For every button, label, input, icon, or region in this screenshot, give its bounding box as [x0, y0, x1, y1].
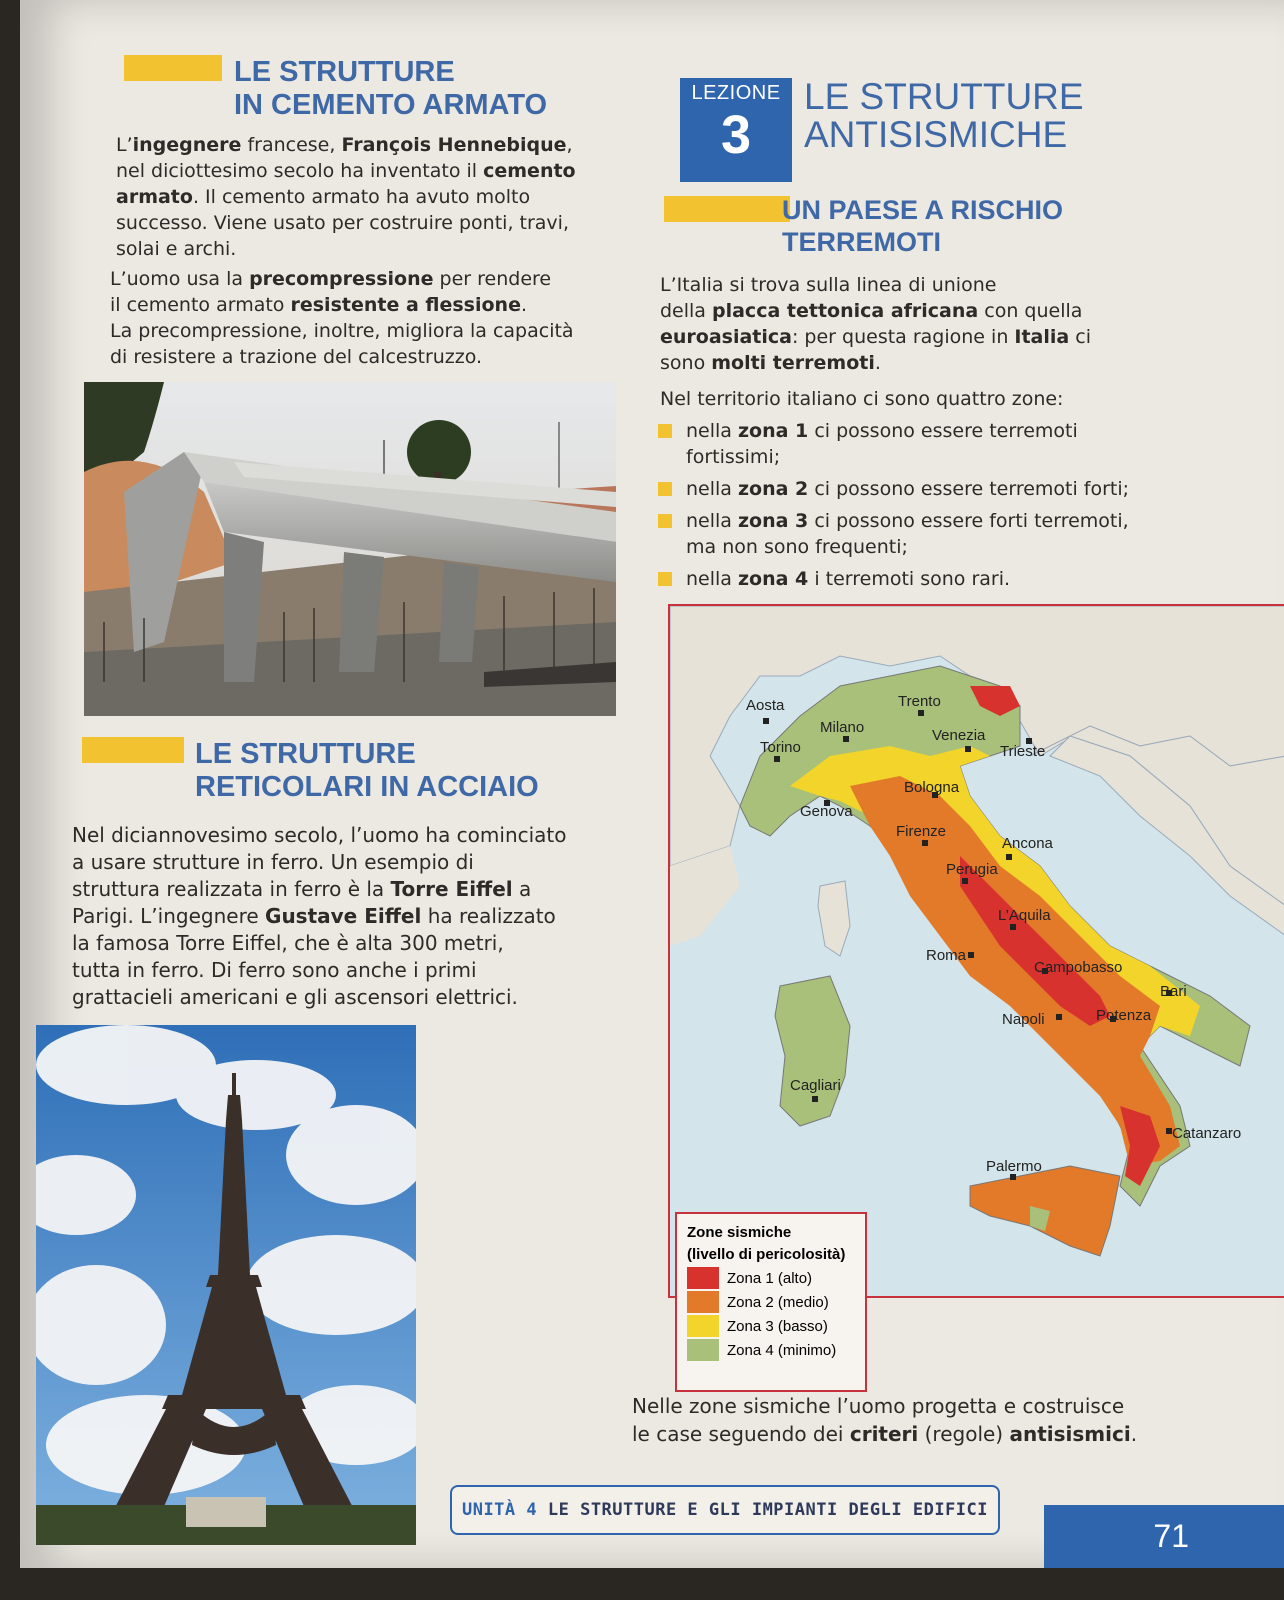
zone-item [658, 566, 1218, 592]
city-label: Bologna [904, 779, 960, 796]
section-title-line: UN PAESE A RISCHIO [782, 195, 1064, 225]
legend-row [687, 1338, 865, 1362]
section-title-acciaio [195, 738, 539, 804]
bullet-square [658, 572, 672, 586]
city-label: Torino [760, 739, 801, 756]
unit-label: UNITÀ 4 [461, 1500, 538, 1520]
zone-text: nella zona 3 ci possono essere forti terremoti, ma non sono frequenti; [686, 510, 1129, 558]
unit-footer [450, 1485, 1000, 1535]
city-label: Palermo [986, 1158, 1042, 1175]
lesson-title-line: ANTISISMICHE [804, 114, 1068, 155]
lesson-title-line: LE STRUTTURE [804, 76, 1084, 117]
map-legend [675, 1212, 867, 1392]
city-label: Firenze [896, 823, 947, 840]
zones-list-wrap [658, 418, 1218, 598]
zone-item [658, 508, 1218, 560]
section-title-line: LE STRUTTURE [234, 56, 455, 88]
eiffel-tower-photo [36, 1025, 416, 1545]
legend-row [687, 1266, 865, 1290]
bullet-square [658, 514, 672, 528]
legend-label: Zona 3 (basso) [727, 1317, 828, 1335]
page-number-tab [1044, 1505, 1284, 1568]
city-label: Napoli [1002, 1011, 1045, 1028]
section-marker-bar [124, 55, 222, 81]
legend-row [687, 1290, 865, 1314]
bullet-square [658, 482, 672, 496]
lesson-title [804, 78, 1084, 154]
legend-swatch [687, 1339, 719, 1361]
legend-swatch [687, 1315, 719, 1337]
city-label: L’Aquila [998, 907, 1051, 924]
legend-swatch [687, 1291, 719, 1313]
bullet-square [658, 424, 672, 438]
legend-label: Zona 4 (minimo) [727, 1341, 837, 1359]
section-title-line: TERREMOTI [782, 227, 941, 257]
section-title-cemento [234, 56, 547, 122]
city-label: Ancona [1002, 835, 1053, 852]
legend-label: Zona 2 (medio) [727, 1293, 829, 1311]
city-label: Milano [820, 719, 865, 736]
paragraph-terremoti: L’Italia si trova sulla linea di unione della placca tettonica africana con quella euroasiatica: per questa ragione in Italia ci sono molti terremoti. [660, 274, 1091, 374]
paragraph-cemento-1: L’ingegnere francese, François Hennebique, nel diciottesimo secolo ha inventato il cemento armato. Il cemento armato ha avuto molto successo. Viene usato per costruire ponti, travi, solai e archi. [116, 134, 576, 260]
zone-text: nella zona 1 ci possono essere terremoti fortissimi; [686, 420, 1078, 468]
bridge-illustration [84, 382, 616, 716]
bridge-photo [84, 382, 616, 716]
page-number: 71 [1153, 1518, 1189, 1554]
section-marker-bar [82, 737, 184, 763]
section-title-line: LE STRUTTURE [195, 738, 416, 770]
seismic-map [668, 604, 1284, 1298]
legend-swatch [687, 1267, 719, 1289]
zones-list [658, 418, 1218, 592]
section-title-line: RETICOLARI IN ACCIAIO [195, 771, 539, 803]
book-page [20, 0, 1284, 1568]
paragraph-cemento-2: L’uomo usa la precompressione per rendere il cemento armato resistente a flessione. La precompressione, inoltre, migliora la capacità di resistere a trazione del calcestruzzo. [110, 268, 574, 368]
city-label: Aosta [746, 697, 785, 714]
city-label: Catanzaro [1172, 1125, 1242, 1142]
city-label: Bari [1160, 983, 1187, 1000]
city-label: Campobasso [1034, 959, 1123, 976]
city-label: Trieste [1000, 743, 1046, 760]
city-label: Venezia [932, 727, 986, 744]
lesson-label: LEZIONE [691, 82, 781, 104]
unit-title: LE STRUTTURE E GLI IMPIANTI DEGLI EDIFICI [547, 1500, 989, 1520]
city-label: Trento [898, 693, 941, 710]
zones-intro: Nel territorio italiano ci sono quattro zone: [660, 388, 1064, 410]
city-label: Roma [926, 947, 967, 964]
section-marker-bar [664, 196, 790, 222]
lesson-number: 3 [720, 105, 752, 165]
city-label: Cagliari [790, 1077, 841, 1094]
italy-map [670, 606, 1284, 1296]
legend-title-line: (livello di pericolosità) [687, 1246, 846, 1263]
legend-label: Zona 1 (alto) [727, 1269, 813, 1287]
legend-title [677, 1214, 865, 1266]
eiffel-illustration [36, 1025, 416, 1545]
section-title-terremoti [782, 194, 1063, 258]
city-label: Potenza [1096, 1007, 1152, 1024]
city-label: Perugia [946, 861, 998, 878]
paragraph-acciaio: Nel diciannovesimo secolo, l’uomo ha cominciato a usare strutture in ferro. Un esempio di struttura realizzata in ferro è la Torre Eiffel a Parigi. L’ingegnere Gustave Eiffel ha realizzato la famosa Torre Eiffel, che è alta 300 metri, tutta in ferro. Di ferro sono anche i primi grattacieli americani e gli ascensori elettrici. [72, 823, 567, 1009]
zone-text: nella zona 4 i terremoti sono rari. [686, 568, 1011, 590]
section-title-line: IN CEMENTO ARMATO [234, 89, 548, 121]
city-label: Genova [800, 803, 853, 820]
zone-text: nella zona 2 ci possono essere terremoti forti; [686, 478, 1130, 500]
legend-row [687, 1314, 865, 1338]
lesson-badge [680, 78, 792, 182]
zone-item [658, 418, 1218, 470]
legend-title-line: Zone sismiche [687, 1224, 792, 1241]
closing-paragraph: Nelle zone sismiche l’uomo progetta e costruisce le case seguendo dei criteri (regole) antisismici. [632, 1394, 1138, 1446]
zone-item [658, 476, 1218, 502]
